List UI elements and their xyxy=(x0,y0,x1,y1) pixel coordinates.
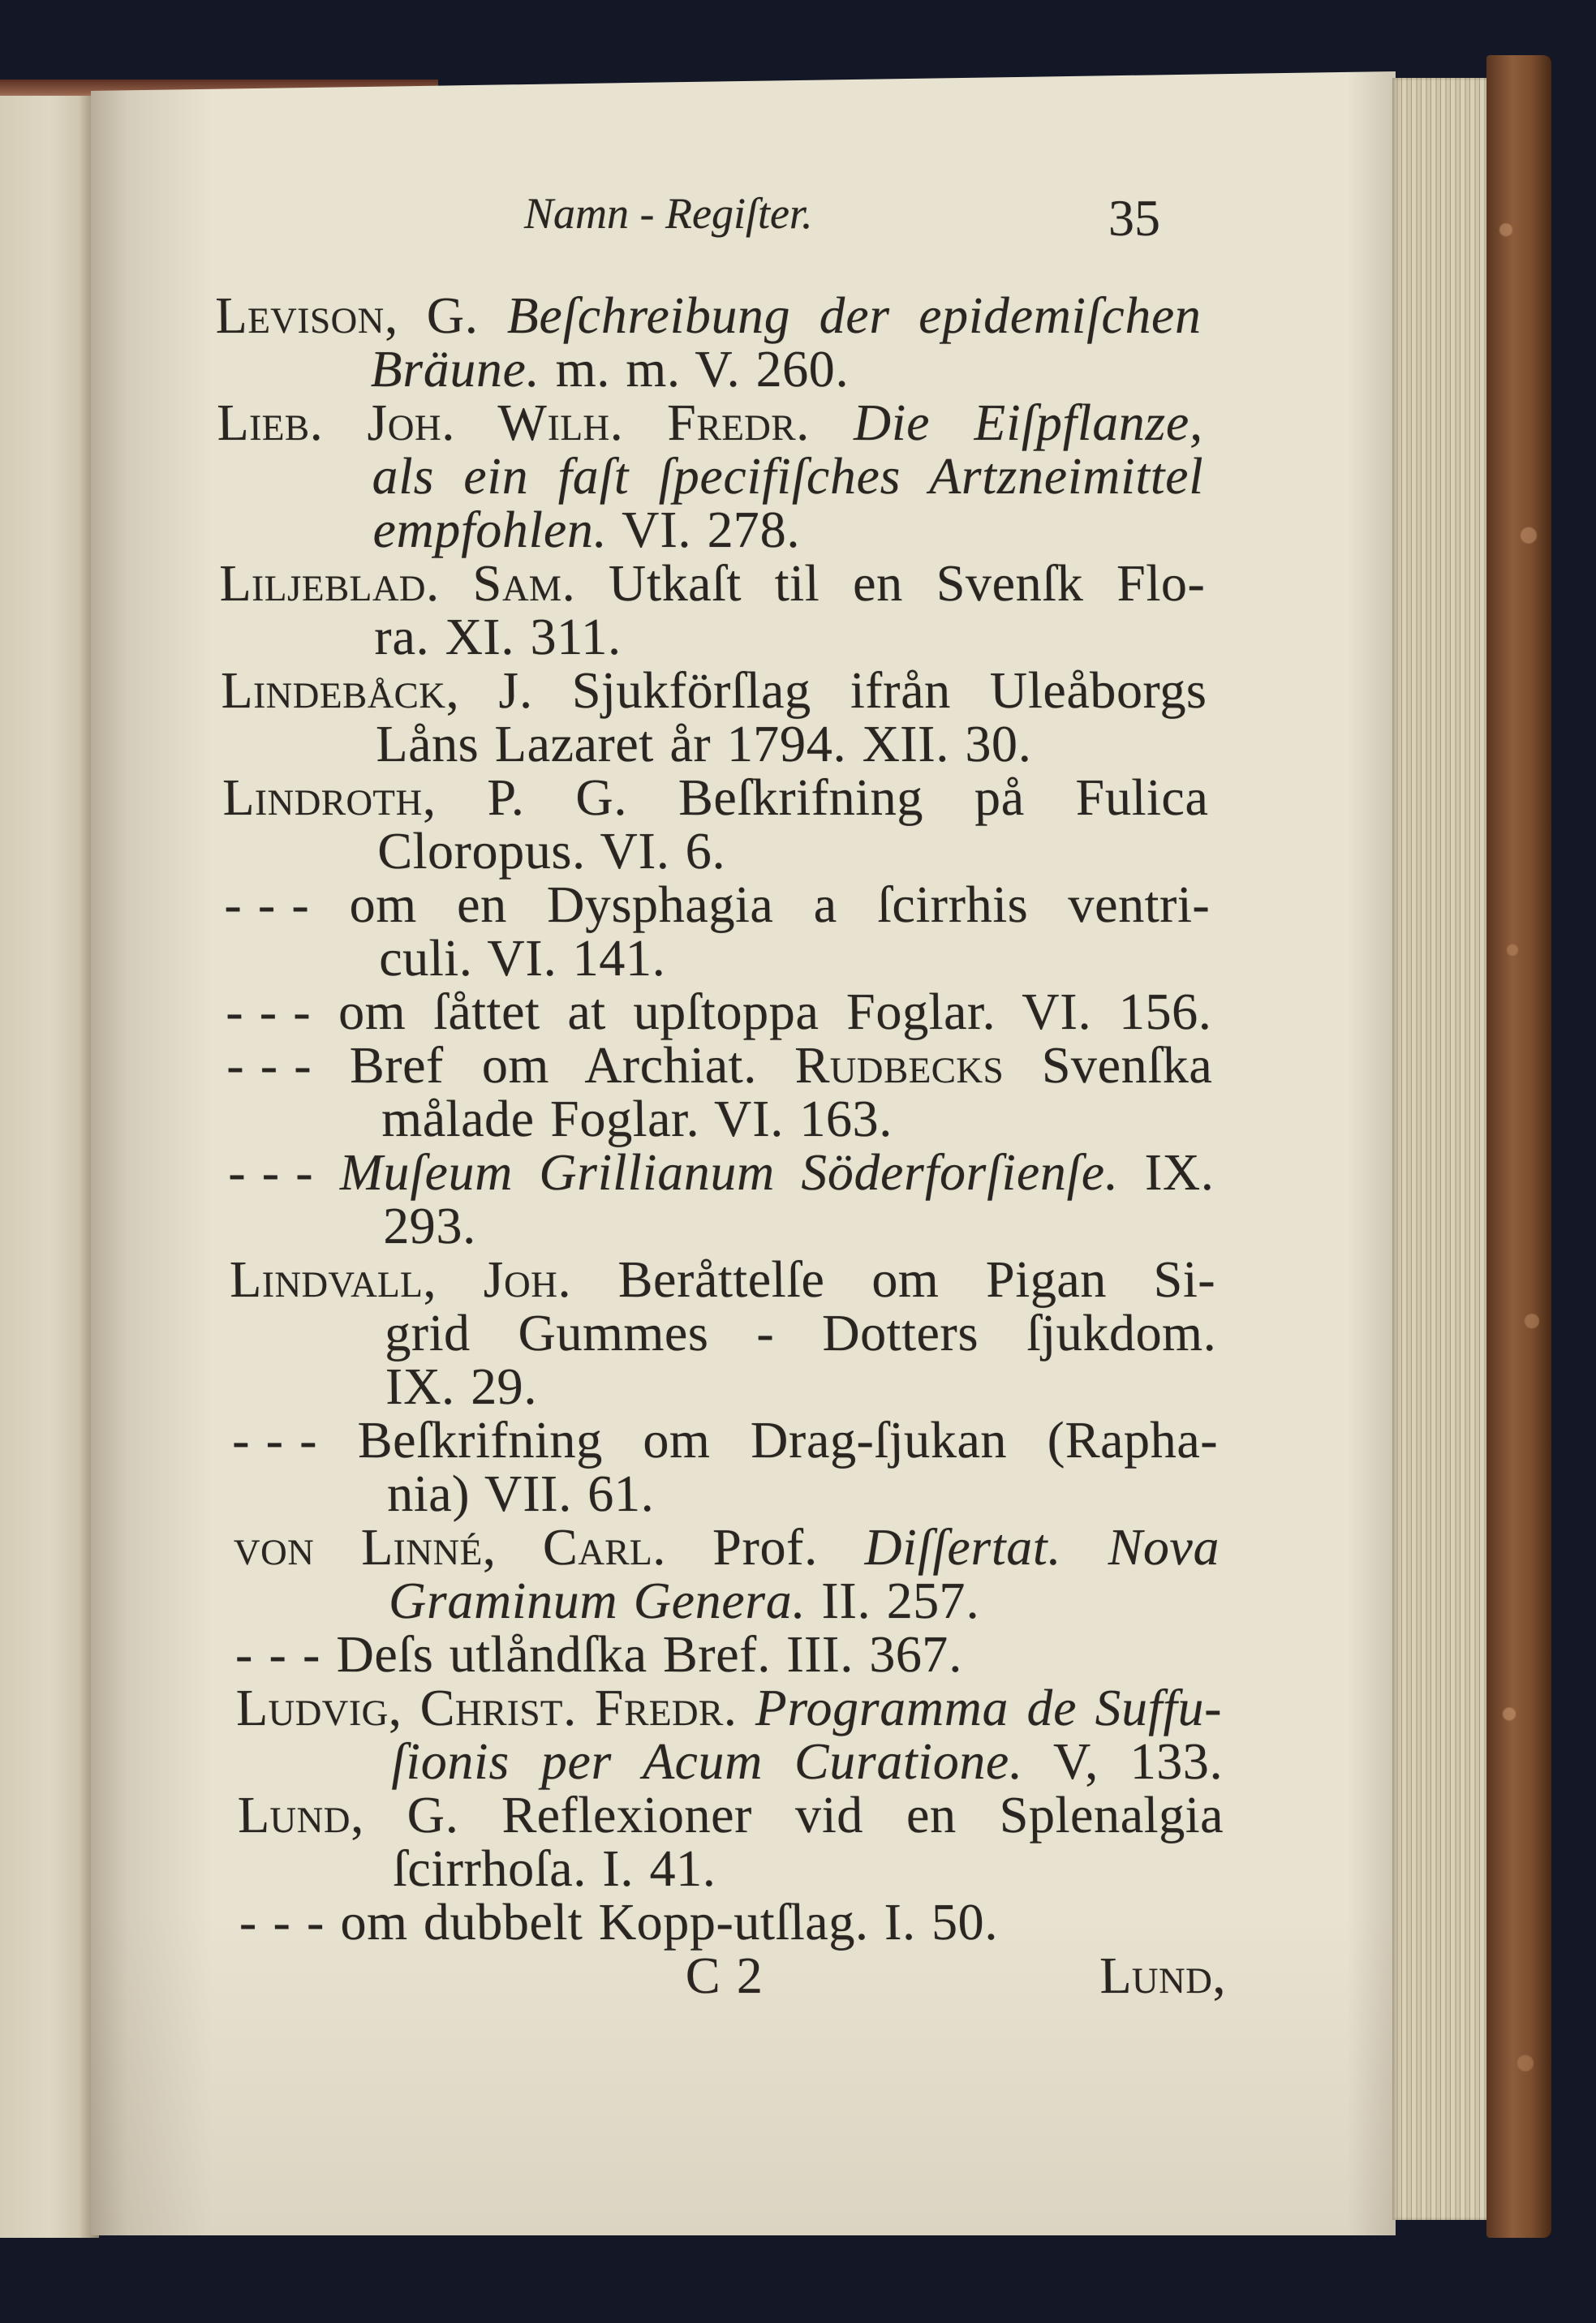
entry-title: als ein faſt ſpecifiſches Artzneimittel xyxy=(371,447,1204,505)
entry-title: Programma de Suffu- xyxy=(755,1679,1223,1736)
entry-text: ra. XI. 311. xyxy=(373,608,622,665)
ditto-marks: - - - xyxy=(234,1625,321,1683)
entry-line xyxy=(226,1036,1213,1094)
entry-person-name: Rudbecks xyxy=(794,1036,1004,1094)
entry-author-forenames: Joh. xyxy=(483,1250,572,1308)
entry-text: ſcirrhoſa. I. 41. xyxy=(392,1839,716,1897)
entry-line xyxy=(233,1467,1220,1521)
entry-title: Bräune. xyxy=(369,340,540,398)
entry-author: Lindebåck, xyxy=(220,661,460,719)
entry-reference: II. 257. xyxy=(820,1572,980,1629)
index-entry xyxy=(223,875,1211,987)
entry-text: om ſåttet at upſtoppa Foglar. VI. 156. xyxy=(338,983,1212,1040)
index-entry xyxy=(234,1625,1221,1683)
entry-line xyxy=(220,610,1207,664)
entry-line xyxy=(217,447,1204,505)
page-block-edges xyxy=(1392,78,1488,2220)
entry-line xyxy=(229,1199,1215,1253)
entry-text: målade Foglar. VI. 163. xyxy=(381,1090,893,1147)
entry-line xyxy=(234,1574,1221,1628)
entry-reference: 293. xyxy=(382,1197,477,1254)
entry-text: Cloropus. VI. 6. xyxy=(376,822,726,880)
entry-line xyxy=(222,768,1209,826)
index-entry xyxy=(233,1518,1221,1629)
ditto-marks: - - - xyxy=(226,1036,312,1094)
entry-text: Svenſka xyxy=(1041,1036,1213,1094)
entry-text: om en Dysphagia a ſcirrhis ventri- xyxy=(349,875,1211,933)
entry-author-forenames: Chriſt. Fredr. xyxy=(419,1679,738,1736)
entry-title: Die Eiſpflanze, xyxy=(853,394,1203,451)
entry-line xyxy=(225,931,1211,985)
entry-text: Bref om Archiat. xyxy=(349,1036,758,1094)
entry-author-forenames: Joh. Wilh. Fredr. xyxy=(366,394,811,451)
entry-author: von Linné, xyxy=(233,1518,497,1576)
entry-line xyxy=(237,1788,1224,1842)
facing-page-edge xyxy=(0,96,99,2238)
entry-line xyxy=(234,1625,1221,1683)
entry-reference: VI. 278. xyxy=(621,501,801,558)
entry-line xyxy=(227,1143,1215,1201)
entry-reference: m. m. V. 260. xyxy=(555,340,850,398)
index-entry xyxy=(229,1250,1218,1415)
entry-line xyxy=(217,396,1203,450)
entry-line xyxy=(231,1357,1218,1415)
entry-author: Levison, xyxy=(214,286,398,344)
entry-title: Diſſertat. Nova xyxy=(863,1518,1220,1576)
running-head-title: Namn - Regiſter. xyxy=(524,189,813,238)
entry-text: Låns Lazaret år 1794. XII. 30. xyxy=(375,715,1032,772)
entry-text: om dubbelt Kopp-utſlag. I. 50. xyxy=(339,1893,999,1951)
entry-text: Prof. xyxy=(712,1518,819,1576)
index-entry xyxy=(232,1413,1220,1521)
entry-text: Utkaſt til en Svenſk Flo- xyxy=(608,554,1206,612)
entry-line xyxy=(222,717,1208,771)
entry-line xyxy=(227,1092,1214,1146)
entry-line xyxy=(236,1732,1224,1790)
entry-title: empfohlen. xyxy=(372,501,608,558)
index-entry xyxy=(220,661,1208,772)
entry-text: Beråttelſe om Pigan Si- xyxy=(617,1250,1216,1308)
entry-text: G. xyxy=(426,286,479,344)
entry-text: G. Reflexioner vid en Splenalgia xyxy=(407,1786,1224,1843)
index-entry xyxy=(214,286,1202,398)
entry-line xyxy=(233,1518,1220,1576)
index-text-block xyxy=(214,286,1227,2004)
entry-reference: IX. 29. xyxy=(385,1357,538,1415)
index-entry xyxy=(227,1143,1215,1254)
catchword: Lund, xyxy=(1099,1947,1227,2004)
entry-text: Beſkrifning om Drag-ſjukan (Rapha- xyxy=(357,1411,1219,1469)
entry-author: Lindroth, xyxy=(222,768,437,826)
ditto-marks: - - - xyxy=(225,983,312,1040)
index-entry xyxy=(218,554,1207,665)
entry-author: Liljeblad. xyxy=(218,554,440,612)
entry-text: grid Gummes - Dotters ſjukdom. xyxy=(384,1304,1217,1362)
entry-text: culi. VI. 141. xyxy=(378,929,666,987)
entry-line xyxy=(229,1250,1216,1308)
entry-line xyxy=(218,554,1206,612)
entry-line xyxy=(223,824,1210,878)
entry-title: Graminum Genera. xyxy=(388,1572,807,1629)
entry-title: Muſeum Grillianum Söderforſienſe. xyxy=(338,1143,1119,1201)
entry-author: Lieb. xyxy=(216,394,324,451)
entry-author: Lindvall, xyxy=(229,1250,437,1308)
page-footer xyxy=(239,1949,1226,2003)
entry-title: Beſchreibung der epidemiſchen xyxy=(506,286,1202,344)
entry-line xyxy=(235,1681,1222,1735)
index-entry xyxy=(217,396,1205,557)
index-entry xyxy=(226,985,1212,1039)
entry-line xyxy=(232,1413,1219,1467)
entry-author: Ludvig, xyxy=(235,1679,402,1736)
entry-line xyxy=(220,661,1207,719)
ditto-marks: - - - xyxy=(231,1411,318,1469)
entry-author-forenames: Carl. xyxy=(542,1518,667,1576)
index-entry xyxy=(226,1036,1214,1147)
index-entry xyxy=(239,1895,1225,1949)
entry-text: Deſs utlåndſka Bref. III. 367. xyxy=(335,1625,963,1683)
book-cover xyxy=(1486,55,1551,2238)
entry-author: Lund, xyxy=(237,1786,365,1843)
index-entry xyxy=(235,1681,1223,1788)
signature-mark: C 2 xyxy=(685,1947,764,2004)
entry-author-forenames: Sam. xyxy=(472,554,576,612)
entry-line xyxy=(218,503,1205,557)
entry-title: ſionis per Acum Curatione. xyxy=(390,1732,1023,1790)
entry-line xyxy=(226,985,1212,1039)
entry-line xyxy=(216,342,1202,396)
ditto-marks: - - - xyxy=(227,1143,314,1201)
entry-text: P. G. Beſkrifning på Fulica xyxy=(486,768,1209,826)
entry-line xyxy=(238,1839,1224,1897)
entry-line xyxy=(223,875,1211,933)
entry-line xyxy=(214,286,1202,344)
ditto-marks: - - - xyxy=(239,1893,325,1951)
entry-reference: IX. xyxy=(1144,1143,1215,1201)
index-entry xyxy=(237,1788,1224,1895)
entry-line xyxy=(230,1306,1217,1360)
index-entry xyxy=(222,768,1210,880)
entry-text: nia) VII. 61. xyxy=(386,1465,655,1522)
entry-line xyxy=(239,1895,1225,1949)
ditto-marks: - - - xyxy=(223,875,310,933)
entry-text: J. Sjukförſlag ifrån Uleåborgs xyxy=(497,661,1207,719)
page-number: 35 xyxy=(1108,189,1160,247)
entry-reference: V, 133. xyxy=(1052,1732,1224,1790)
